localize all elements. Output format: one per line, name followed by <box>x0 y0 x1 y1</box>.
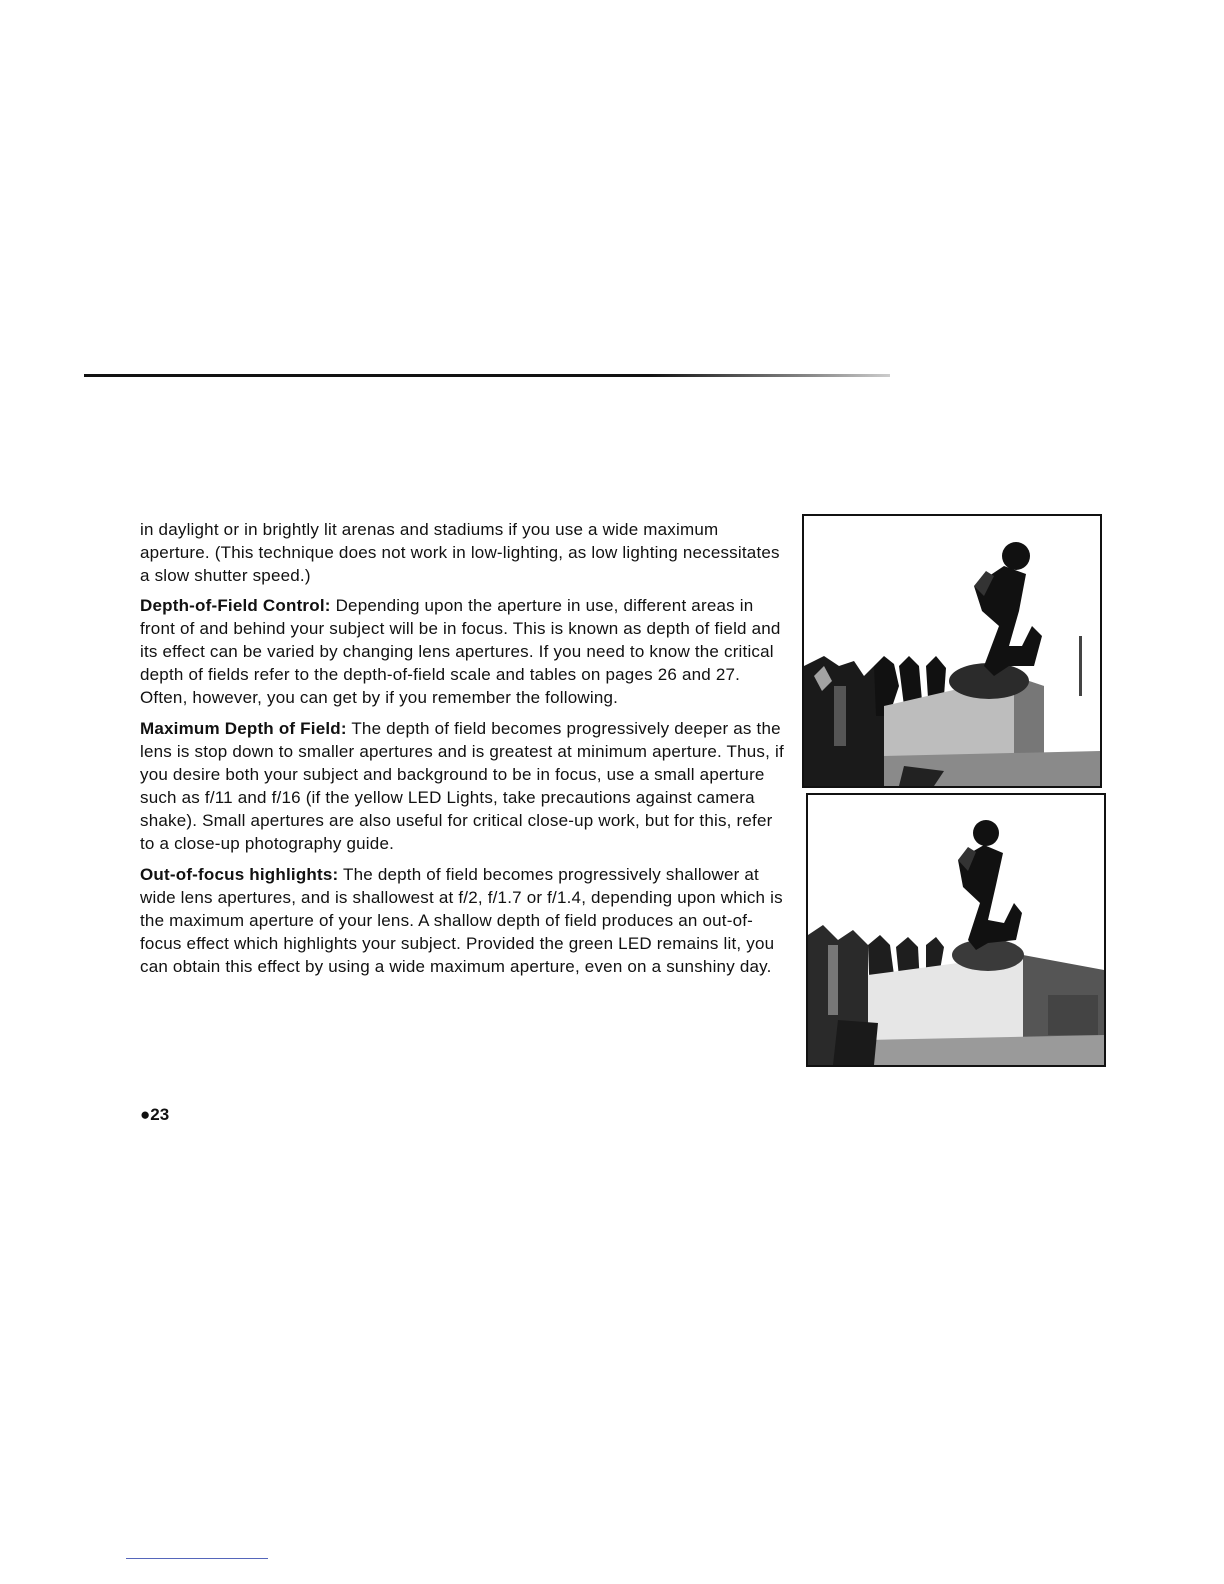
paragraph-heading: Depth-of-Field Control: <box>140 596 331 615</box>
page-number: ●23 <box>140 1105 170 1124</box>
paragraph-depth-of-field-control <box>140 594 790 709</box>
paragraph-text: in daylight or in brightly lit arenas and stadiums if you use a wide maximum aperture. (This technique does not work in low-lighting, as low lighting necessitates a slow shutter speed.) <box>140 520 780 585</box>
statue-photo-illustration <box>808 795 1104 1065</box>
paragraph-heading: Maximum Depth of Field: <box>140 719 347 738</box>
paragraph-heading: Out-of-focus highlights: <box>140 865 339 884</box>
paragraph-maximum-depth-of-field <box>140 717 790 855</box>
statue-photo-sharp-background <box>802 514 1102 788</box>
statue-photo-illustration <box>804 516 1100 786</box>
paragraph-text: Depending upon the aperture in use, different areas in front of and behind your subject will be in focus. This is known as depth of field and its effect can be varied by changing lens apertures. If you need to know the critical depth of fields refer to the depth-of-field scale and tables on pages 26 and 27. Often, however, you can get by if you remember the following. <box>140 596 781 707</box>
paragraph-text: The depth of field becomes progressively deeper as the lens is stop down to smaller apertures and is greatest at minimum aperture. Thus, if you desire both your subject and background to be in focus, use a small aperture such as f/11 and f/16 (if the yellow LED Lights, take precautions against camera shake). Small apertures are also useful for critical close-up work, but for this, refer to a close-up photography guide. <box>140 719 784 853</box>
body-text <box>140 518 790 986</box>
paragraph-continuation <box>140 518 790 587</box>
bottom-link-underline <box>126 1558 268 1559</box>
statue-photo-blurred-background <box>806 793 1106 1067</box>
paragraph-out-of-focus-highlights <box>140 863 790 978</box>
top-rule <box>84 374 890 377</box>
paragraph-text: The depth of field becomes progressively shallower at wide lens apertures, and is shallowest at f/2, f/1.7 or f/1.4, depending upon which is the maximum aperture of your lens. A shallow depth of field produces an out-of-focus effect which highlights your subject. Provided the green LED remains lit, you can obtain this effect by using a wide maximum aperture, even on a sunshiny day. <box>140 865 783 976</box>
